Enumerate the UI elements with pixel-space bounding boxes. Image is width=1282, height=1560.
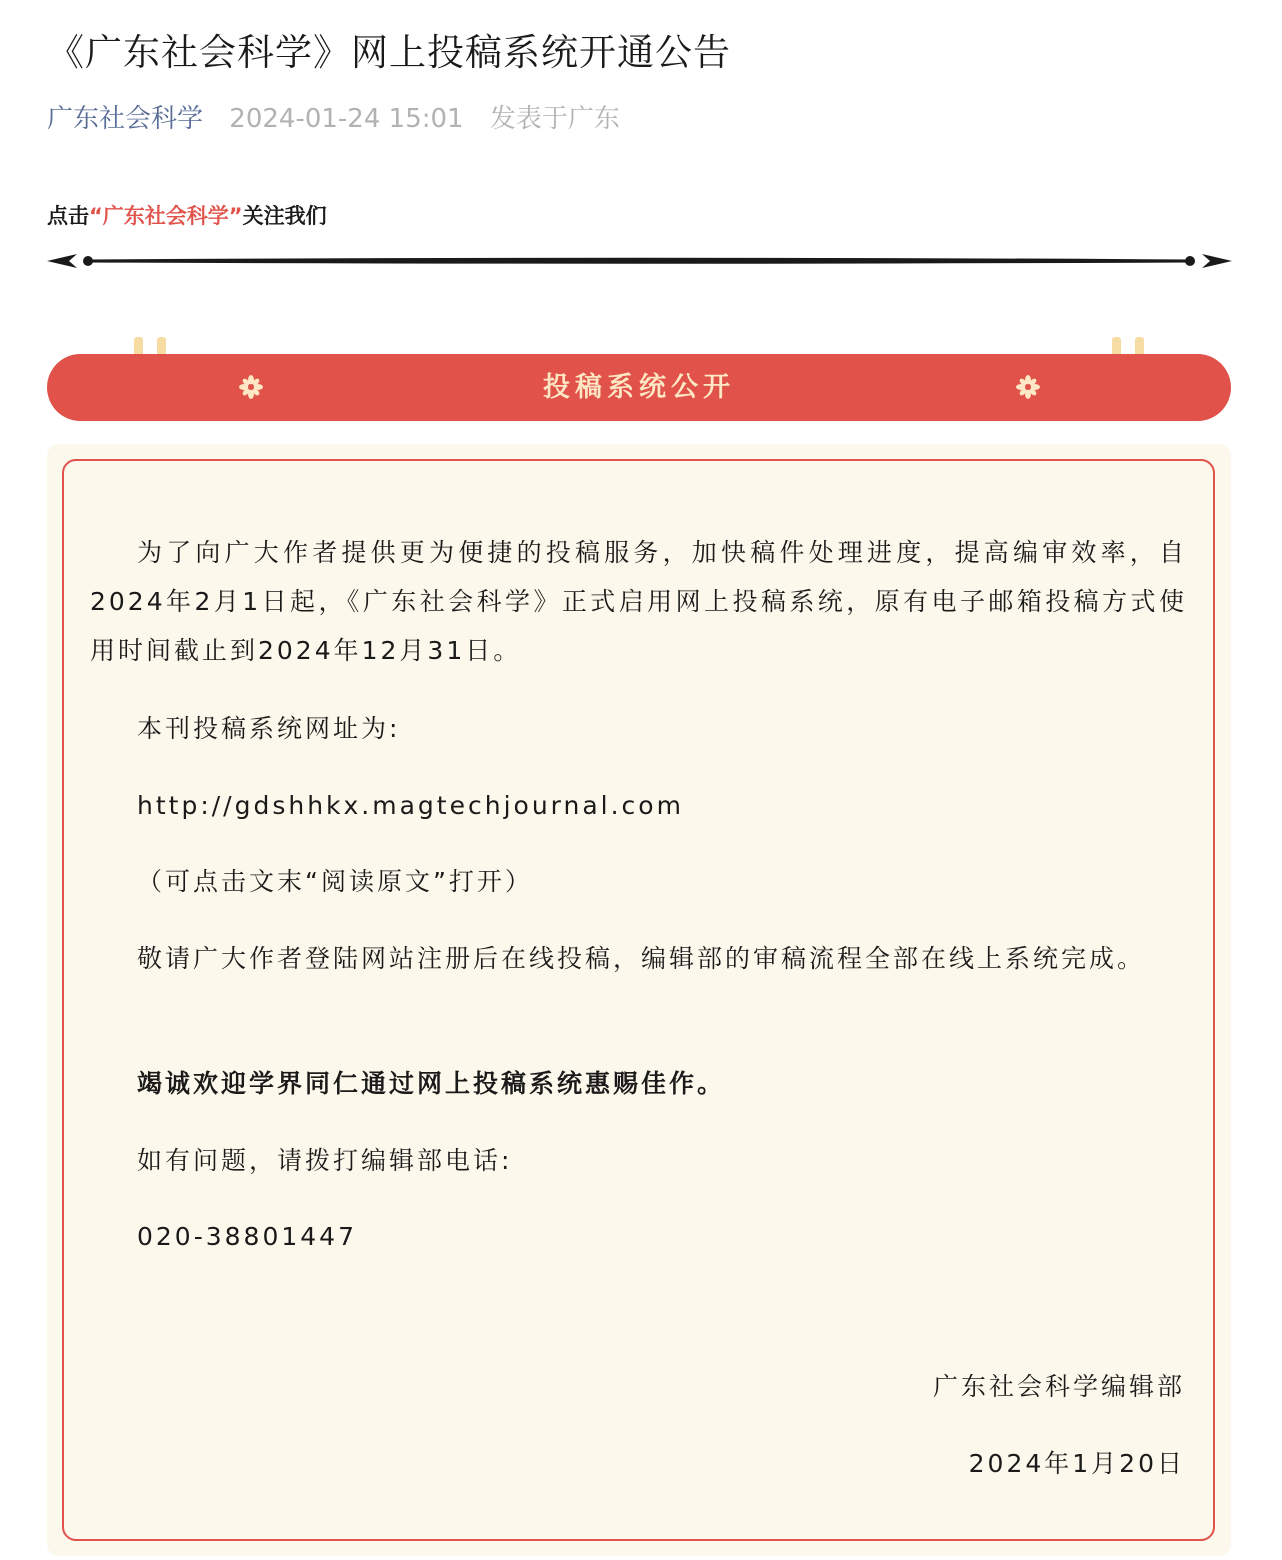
notice-paragraph-welcome: 竭诚欢迎学界同仁通过网上投稿系统惠赐佳作。: [137, 1069, 726, 1098]
follow-prefix: 点击: [47, 204, 89, 228]
flower-icon: [1015, 374, 1041, 400]
notice-paragraph-contact: 如有问题，请拨打编辑部电话:: [137, 1146, 513, 1175]
notice-date: 2024年1月20日: [968, 1449, 1185, 1478]
account-name-link[interactable]: 广东社会科学: [47, 104, 204, 134]
article-title: 《广东社会科学》网上投稿系统开通公告: [47, 31, 731, 74]
publish-location: 发表于广东: [489, 104, 620, 134]
follow-account-name[interactable]: “广东社会科学”: [89, 204, 243, 228]
arrow-divider-icon: [47, 248, 1232, 274]
editorial-phone: 020-38801447: [137, 1222, 357, 1251]
notice-paragraph-register: 敬请广大作者登陆网站注册后在线投稿，编辑部的审稿流程全部在线上系统完成。: [137, 944, 1146, 973]
notice-signature: 广东社会科学编辑部: [932, 1372, 1185, 1401]
follow-prompt: [47, 200, 327, 232]
flower-icon: [238, 374, 264, 400]
notice-paragraph-read-original: （可点击文末“阅读原文”打开）: [137, 867, 533, 896]
publish-time: 2024-01-24 15:01: [229, 104, 464, 134]
article-meta: [47, 100, 620, 138]
notice-paragraph-url-label: 本刊投稿系统网址为:: [137, 714, 401, 743]
notice-paragraph-intro: 为了向广大作者提供更为便捷的投稿服务，加快稿件处理进度，提高编审效率，自2024年2月1日起，《广东社会科学》正式启用网上投稿系统，原有电子邮箱投稿方式使用时间截止到2024年12月31日。: [90, 538, 1187, 665]
section-banner: [47, 354, 1231, 421]
follow-suffix: 关注我们: [242, 204, 327, 228]
submission-url-link[interactable]: http://gdshhkx.magtechjournal.com: [137, 791, 684, 820]
banner-title: 投稿系统公开: [543, 372, 735, 403]
